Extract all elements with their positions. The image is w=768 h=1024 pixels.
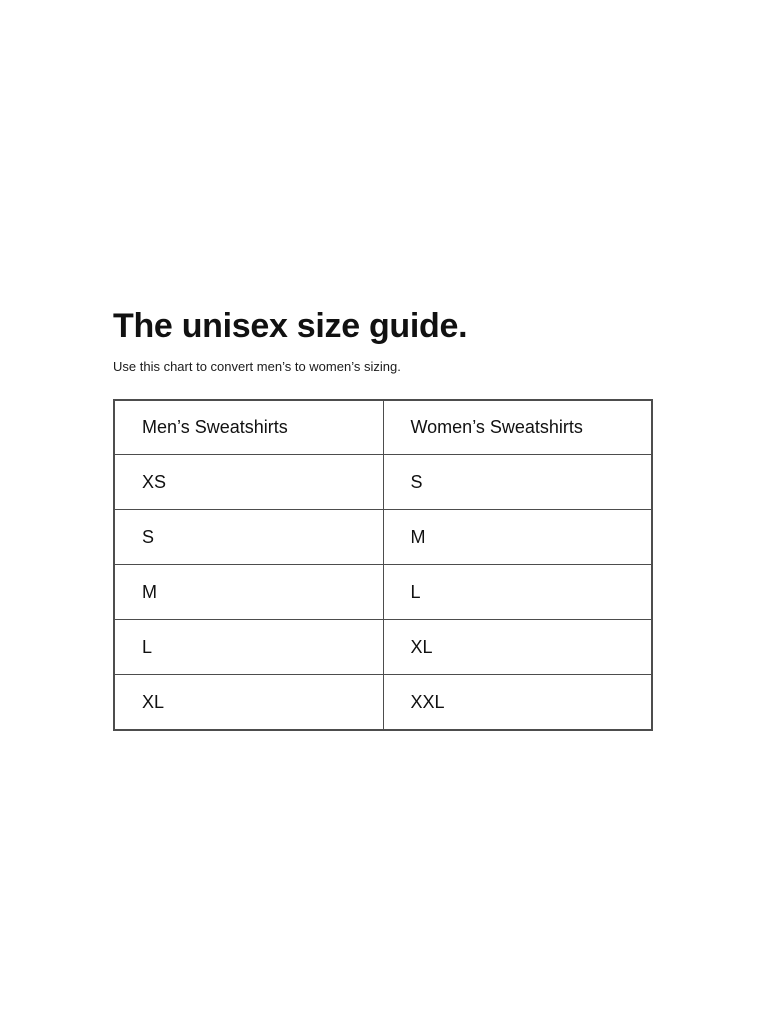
table-row (114, 620, 652, 675)
table-cell-womens-size: M (383, 510, 652, 565)
table-cell-womens-size: L (383, 565, 652, 620)
table-cell-mens-size: XS (114, 455, 383, 510)
table-row (114, 565, 652, 620)
table-cell-mens-size: M (114, 565, 383, 620)
column-header-mens: Men’s Sweatshirts (114, 400, 383, 455)
table-cell-mens-size: XL (114, 675, 383, 731)
table-cell-mens-size: L (114, 620, 383, 675)
table-row (114, 510, 652, 565)
table-cell-womens-size: S (383, 455, 652, 510)
page-subtitle: Use this chart to convert men’s to women’s sizing. (113, 359, 401, 375)
table-cell-womens-size: XXL (383, 675, 652, 731)
column-header-womens: Women’s Sweatshirts (383, 400, 652, 455)
table-cell-mens-size: S (114, 510, 383, 565)
table-row (114, 455, 652, 510)
table-cell-womens-size: XL (383, 620, 652, 675)
size-guide-section (113, 306, 653, 731)
size-conversion-table (113, 399, 653, 731)
page-title: The unisex size guide. (113, 307, 468, 345)
table-row (114, 675, 652, 731)
table-header-row (114, 400, 652, 455)
